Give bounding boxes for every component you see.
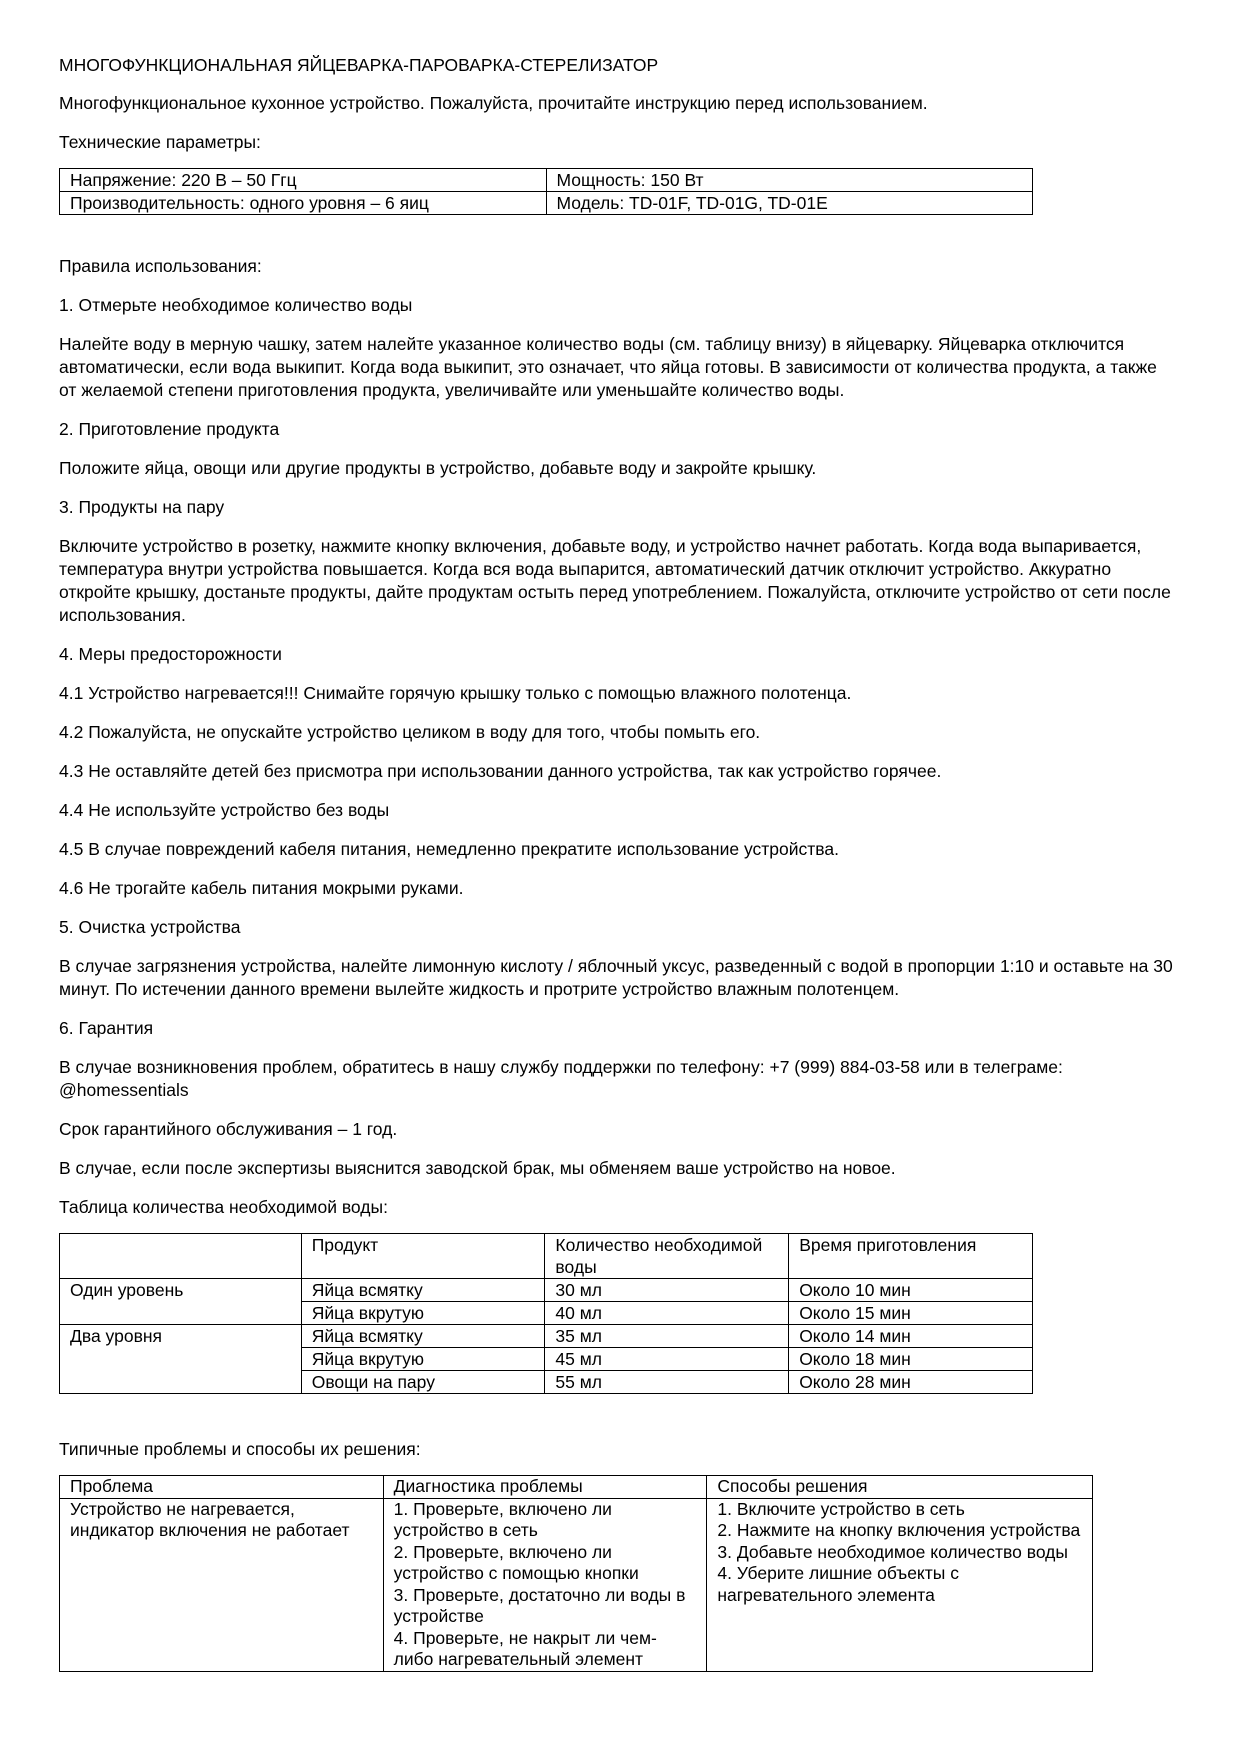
table-header-row — [60, 1234, 1033, 1279]
spec-model: Модель: TD-01F, TD-01G, TD-01E — [546, 192, 1033, 215]
water-table — [59, 1233, 1033, 1394]
troubles-solutions — [707, 1498, 1093, 1671]
precaution-item: 4.1 Устройство нагревается!!! Снимайте горячую крышку только с помощью влажного полотенца. — [59, 683, 852, 703]
spec-voltage: Напряжение: 220 В – 50 Ггц — [60, 169, 547, 192]
table-header-row — [60, 1476, 1093, 1499]
section-1-heading: 1. Отмерьте необходимое количество воды — [59, 295, 413, 315]
diagnostic-item: 4. Проверьте, не накрыт ли чем-либо нагревательный элемент — [393, 1627, 657, 1669]
water-header-time: Время приготовления — [789, 1234, 1033, 1279]
diagnostic-item: 3. Проверьте, достаточно ли воды в устройстве — [393, 1584, 686, 1626]
water-amount: 30 мл — [545, 1279, 789, 1302]
precaution-item: 4.2 Пожалуйста, не опускайте устройство целиком в воду для того, чтобы помыть его. — [59, 722, 761, 742]
solution-item: 2. Нажмите на кнопку включения устройства — [717, 1520, 1081, 1540]
precaution-item: 4.5 В случае повреждений кабеля питания, немедленно прекратите использование устройства. — [59, 839, 839, 859]
solution-item: 3. Добавьте необходимое количество воды — [717, 1541, 1068, 1562]
specs-heading: Технические параметры: — [59, 132, 261, 152]
troubles-diagnostics — [383, 1498, 707, 1671]
troubles-header-problem: Проблема — [60, 1476, 384, 1499]
section-4-heading: 4. Меры предосторожности — [59, 644, 282, 664]
troubles-table — [59, 1475, 1093, 1672]
section-2-heading: 2. Приготовление продукта — [59, 419, 280, 439]
water-level-two: Два уровня — [60, 1325, 302, 1394]
section-6-text: В случае возникновения проблем, обратитесь в нашу службу поддержки по телефону: +7 (999) 884-03-58 или в телеграме: @homessentials — [59, 1057, 1063, 1100]
water-time: Около 15 мин — [789, 1302, 1033, 1325]
rules-heading: Правила использования: — [59, 256, 262, 276]
water-amount: 55 мл — [545, 1371, 789, 1394]
water-product: Овощи на пару — [301, 1371, 545, 1394]
water-time: Около 14 мин — [789, 1325, 1033, 1348]
water-amount: 40 мл — [545, 1302, 789, 1325]
table-row — [60, 1325, 1033, 1348]
spec-capacity: Производительность: одного уровня – 6 яиц — [60, 192, 547, 215]
troubles-problem: Устройство не нагревается, индикатор включения не работает — [60, 1498, 384, 1671]
water-header-level — [60, 1234, 302, 1279]
section-3-heading: 3. Продукты на пару — [59, 497, 225, 517]
document-page — [59, 48, 1179, 1672]
water-product: Яйца всмятку — [301, 1279, 545, 1302]
precaution-item: 4.4 Не используйте устройство без воды — [59, 800, 390, 820]
section-3-text: Включите устройство в розетку, нажмите кнопку включения, добавьте воду, и устройство начнет работать. Когда вода выпаривается, температура внутри устройства повышается. Когда вся вода выпарится, автоматический датчик отключит устройство. Аккуратно откройте крышку, достаньте продукты, дайте продуктам остыть перед употреблением. Пожалуйста, отключите устройство от сети после использования. — [59, 536, 1171, 625]
water-level-one: Один уровень — [60, 1279, 302, 1325]
warranty-term: Срок гарантийного обслуживания – 1 год. — [59, 1119, 398, 1139]
precaution-item: 4.3 Не оставляйте детей без присмотра при использовании данного устройства, так как устройство горячее. — [59, 761, 942, 781]
water-time: Около 18 мин — [789, 1348, 1033, 1371]
specs-table — [59, 168, 1033, 215]
section-1-text: Налейте воду в мерную чашку, затем налейте указанное количество воды (см. таблицу внизу) в яйцеварку. Яйцеварка отключится автоматически, если вода выкипит. Когда вода выкипит, это означает, что яйца готовы. В зависимости от количества продукта, а также от желаемой степени приготовления продукта, увеличивайте или уменьшайте количество воды. — [59, 334, 1157, 400]
diagnostic-item: 2. Проверьте, включено ли устройство с помощью кнопки — [393, 1541, 639, 1583]
table-row — [60, 1498, 1093, 1671]
section-2-text: Положите яйца, овощи или другие продукты в устройство, добавьте воду и закройте крышку. — [59, 458, 817, 478]
water-product: Яйца вкрутую — [301, 1302, 545, 1325]
water-product: Яйца вкрутую — [301, 1348, 545, 1371]
troubles-heading: Типичные проблемы и способы их решения: — [59, 1439, 421, 1459]
solution-item: 1. Включите устройство в сеть — [717, 1498, 965, 1519]
table-row — [60, 169, 1033, 192]
solution-item: 4. Уберите лишние объекты с нагревательного элемента — [717, 1563, 959, 1605]
document-title: МНОГОФУНКЦИОНАЛЬНАЯ ЯЙЦЕВАРКА-ПАРОВАРКА-СТЕРЕЛИЗАТОР — [59, 55, 659, 75]
water-product: Яйца всмятку — [301, 1325, 545, 1348]
precaution-item: 4.6 Не трогайте кабель питания мокрыми руками. — [59, 878, 464, 898]
table-row — [60, 192, 1033, 215]
water-time: Около 28 мин — [789, 1371, 1033, 1394]
troubles-header-diagnostics: Диагностика проблемы — [383, 1476, 707, 1499]
water-header-product: Продукт — [301, 1234, 545, 1279]
water-header-amount: Количество необходимой воды — [545, 1234, 789, 1279]
water-amount: 35 мл — [545, 1325, 789, 1348]
section-5-text: В случае загрязнения устройства, налейте лимонную кислоту / яблочный уксус, разведенный с водой в пропорции 1:10 и оставьте на 30 минут. По истечении данного времени вылейте жидкость и протрите устройство влажным полотенцем. — [59, 956, 1173, 999]
troubles-header-solutions: Способы решения — [707, 1476, 1093, 1499]
warranty-exchange: В случае, если после экспертизы выяснится заводской брак, мы обменяем ваше устройство на новое. — [59, 1158, 896, 1178]
water-table-heading: Таблица количества необходимой воды: — [59, 1197, 388, 1217]
table-row — [60, 1279, 1033, 1302]
section-5-heading: 5. Очистка устройства — [59, 917, 241, 937]
diagnostic-item: 1. Проверьте, включено ли устройство в сеть — [393, 1498, 612, 1540]
spec-power: Мощность: 150 Вт — [546, 169, 1033, 192]
intro-text: Многофункциональное кухонное устройство. Пожалуйста, прочитайте инструкцию перед использованием. — [59, 93, 928, 113]
section-6-heading: 6. Гарантия — [59, 1018, 154, 1038]
water-time: Около 10 мин — [789, 1279, 1033, 1302]
water-amount: 45 мл — [545, 1348, 789, 1371]
